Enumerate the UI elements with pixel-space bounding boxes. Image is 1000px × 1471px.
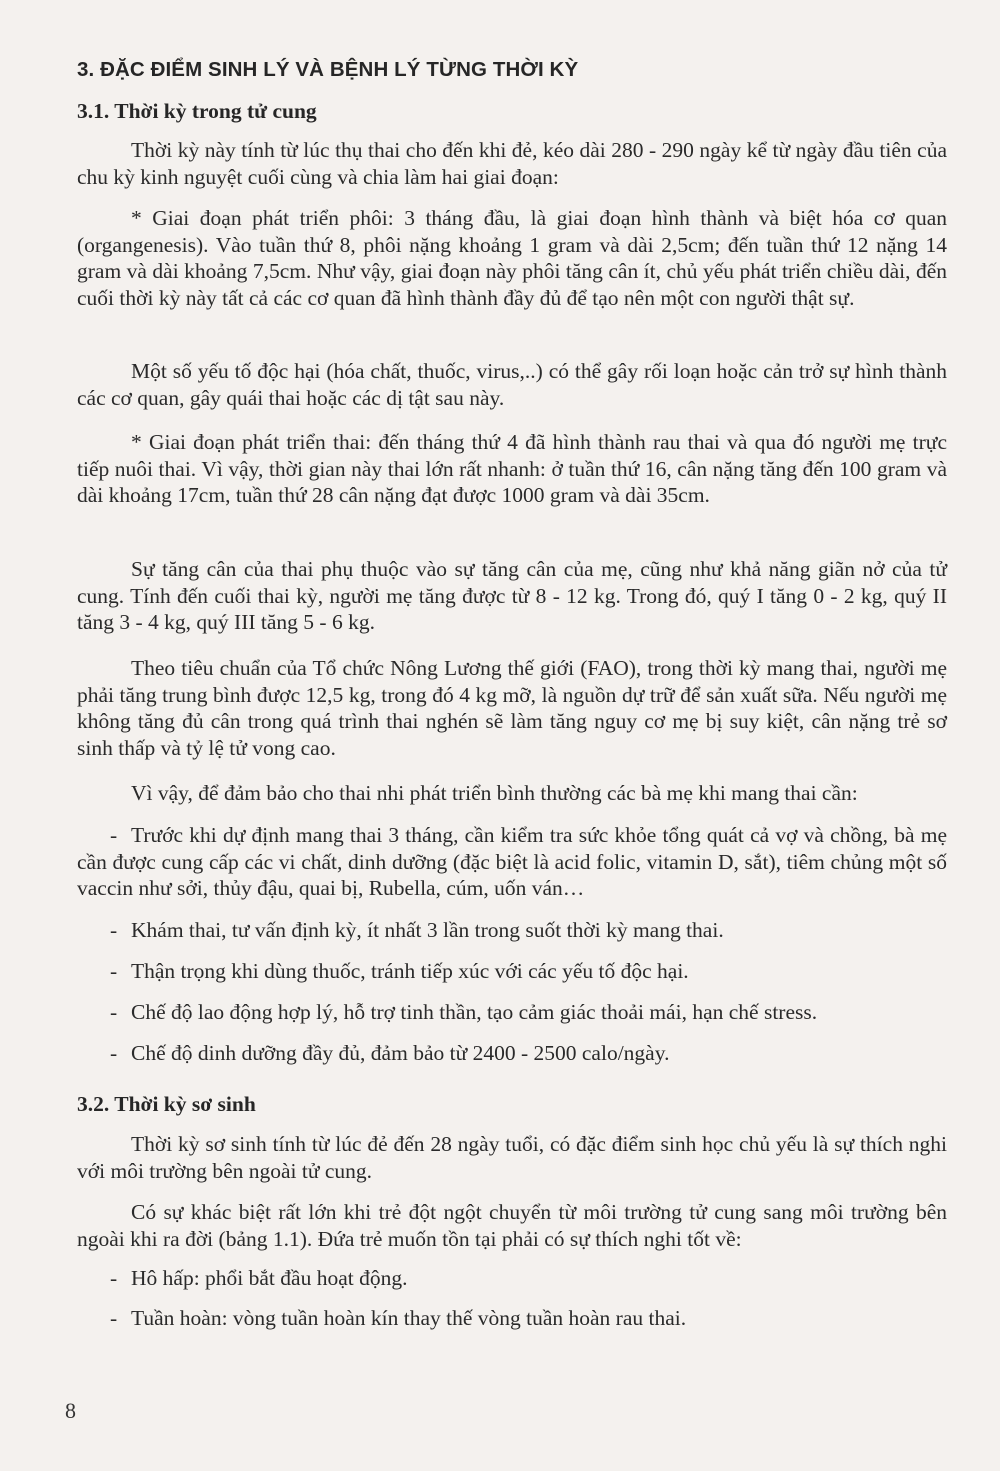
paragraph: Theo tiêu chuẩn của Tổ chức Nông Lương thế giới (FAO), trong thời kỳ mang thai, người mẹ phải tăng trung bình được 12,5 kg, trong đó 4 kg mỡ, là nguồn dự trữ để sản xuất sữa. Nếu người mẹ không tăng đủ cân trong quá trình thai nghén sẽ làm tăng nguy cơ mẹ bị suy kiệt, cân nặng trẻ sơ sinh thấp và tỷ lệ tử vong cao. bbox=[77, 656, 947, 761]
list-item: - Hô hấp: phổi bắt đầu hoạt động. bbox=[110, 1266, 408, 1290]
page-number: 8 bbox=[65, 1398, 76, 1423]
paragraph: Sự tăng cân của thai phụ thuộc vào sự tăng cân của mẹ, cũng như khả năng giãn nở của tử cung. Tính đến cuối thai kỳ, người mẹ tăng được từ 8 - 12 kg. Trong đó, quý I tăng 0 - 2 kg, quý II tăng 3 - 4 kg, quý III tăng 5 - 6 kg. bbox=[77, 557, 947, 635]
list-item: - Trước khi dự định mang thai 3 tháng, cần kiểm tra sức khỏe tổng quát cả vợ và chồng, bà mẹ cần được cung cấp các vi chất, dinh dưỡng (đặc biệt là acid folic, vitamin D, sắt), tiêm chủng một số vaccin như sởi, thủy đậu, quai bị, Rubella, cúm, uốn ván… bbox=[77, 823, 947, 901]
list-item: - Chế độ dinh dưỡng đầy đủ, đảm bảo từ 2400 - 2500 calo/ngày. bbox=[110, 1041, 670, 1065]
list-item-text: Tuần hoàn: vòng tuần hoàn kín thay thế vòng tuần hoàn rau thai. bbox=[131, 1306, 687, 1330]
list-item-text: Khám thai, tư vấn định kỳ, ít nhất 3 lần trong suốt thời kỳ mang thai. bbox=[131, 918, 724, 942]
list-item: - Khám thai, tư vấn định kỳ, ít nhất 3 lần trong suốt thời kỳ mang thai. bbox=[110, 918, 724, 942]
paragraph: * Giai đoạn phát triển phôi: 3 tháng đầu, là giai đoạn hình thành và biệt hóa cơ quan (organgenesis). Vào tuần thứ 8, phôi nặng khoảng 1 gram và dài 2,5cm; đến tuần thứ 12 nặng 14 gram và dài khoảng 7,5cm. Như vậy, giai đoạn này phôi tăng cân ít, chủ yếu phát triển chiều dài, đến cuối thời kỳ này tất cả các cơ quan đã hình thành đầy đủ để tạo nên một con người thật sự. bbox=[77, 206, 947, 311]
list-item: - Tuần hoàn: vòng tuần hoàn kín thay thế vòng tuần hoàn rau thai. bbox=[110, 1306, 687, 1330]
list-item-text: Hô hấp: phổi bắt đầu hoạt động. bbox=[131, 1266, 408, 1290]
paragraph: Thời kỳ sơ sinh tính từ lúc đẻ đến 28 ngày tuổi, có đặc điểm sinh học chủ yếu là sự thích nghi với môi trường bên ngoài tử cung. bbox=[77, 1132, 947, 1183]
paragraph: * Giai đoạn phát triển thai: đến tháng thứ 4 đã hình thành rau thai và qua đó người mẹ trực tiếp nuôi thai. Vì vậy, thời gian này thai lớn rất nhanh: ở tuần thứ 16, cân nặng tăng đến 100 gram và dài khoảng 17cm, tuần thứ 28 cân nặng đạt được 1000 gram và dài 35cm. bbox=[77, 430, 947, 508]
section-title: 3. ĐẶC ĐIỂM SINH LÝ VÀ BỆNH LÝ TỪNG THỜI KỲ bbox=[77, 58, 579, 81]
subsection-title-3-2: 3.2. Thời kỳ sơ sinh bbox=[77, 1092, 256, 1116]
list-item-text: Chế độ lao động hợp lý, hỗ trợ tinh thần, tạo cảm giác thoải mái, hạn chế stress. bbox=[131, 1000, 818, 1024]
paragraph: Thời kỳ này tính từ lúc thụ thai cho đến khi đẻ, kéo dài 280 - 290 ngày kể từ ngày đầu tiên của chu kỳ kinh nguyệt cuối cùng và chia làm hai giai đoạn: bbox=[77, 138, 947, 189]
paragraph: Có sự khác biệt rất lớn khi trẻ đột ngột chuyển từ môi trường tử cung sang môi trường bên ngoài khi ra đời (bảng 1.1). Đứa trẻ muốn tồn tại phải có sự thích nghi tốt về: bbox=[77, 1200, 947, 1251]
list-item-text: Chế độ dinh dưỡng đầy đủ, đảm bảo từ 2400 - 2500 calo/ngày. bbox=[131, 1041, 670, 1065]
list-item: - Chế độ lao động hợp lý, hỗ trợ tinh thần, tạo cảm giác thoải mái, hạn chế stress. bbox=[110, 1000, 818, 1024]
subsection-title-3-1: 3.1. Thời kỳ trong tử cung bbox=[77, 99, 317, 123]
paragraph: Vì vậy, để đảm bảo cho thai nhi phát triển bình thường các bà mẹ khi mang thai cần: bbox=[131, 781, 858, 805]
list-item: - Thận trọng khi dùng thuốc, tránh tiếp xúc với các yếu tố độc hại. bbox=[110, 959, 689, 983]
list-item-text: Trước khi dự định mang thai 3 tháng, cần kiểm tra sức khỏe tổng quát cả vợ và chồng, bà mẹ cần được cung cấp các vi chất, dinh dưỡng (đặc biệt là acid folic, vitamin D, sắt), tiêm chủng một số vaccin như sởi, thủy đậu, quai bị, Rubella, cúm, uốn ván… bbox=[77, 823, 947, 901]
list-item-text: Thận trọng khi dùng thuốc, tránh tiếp xúc với các yếu tố độc hại. bbox=[131, 959, 689, 983]
paragraph: Một số yếu tố độc hại (hóa chất, thuốc, virus,..) có thể gây rối loạn hoặc cản trở sự hình thành các cơ quan, gây quái thai hoặc các dị tật sau này. bbox=[77, 359, 947, 410]
